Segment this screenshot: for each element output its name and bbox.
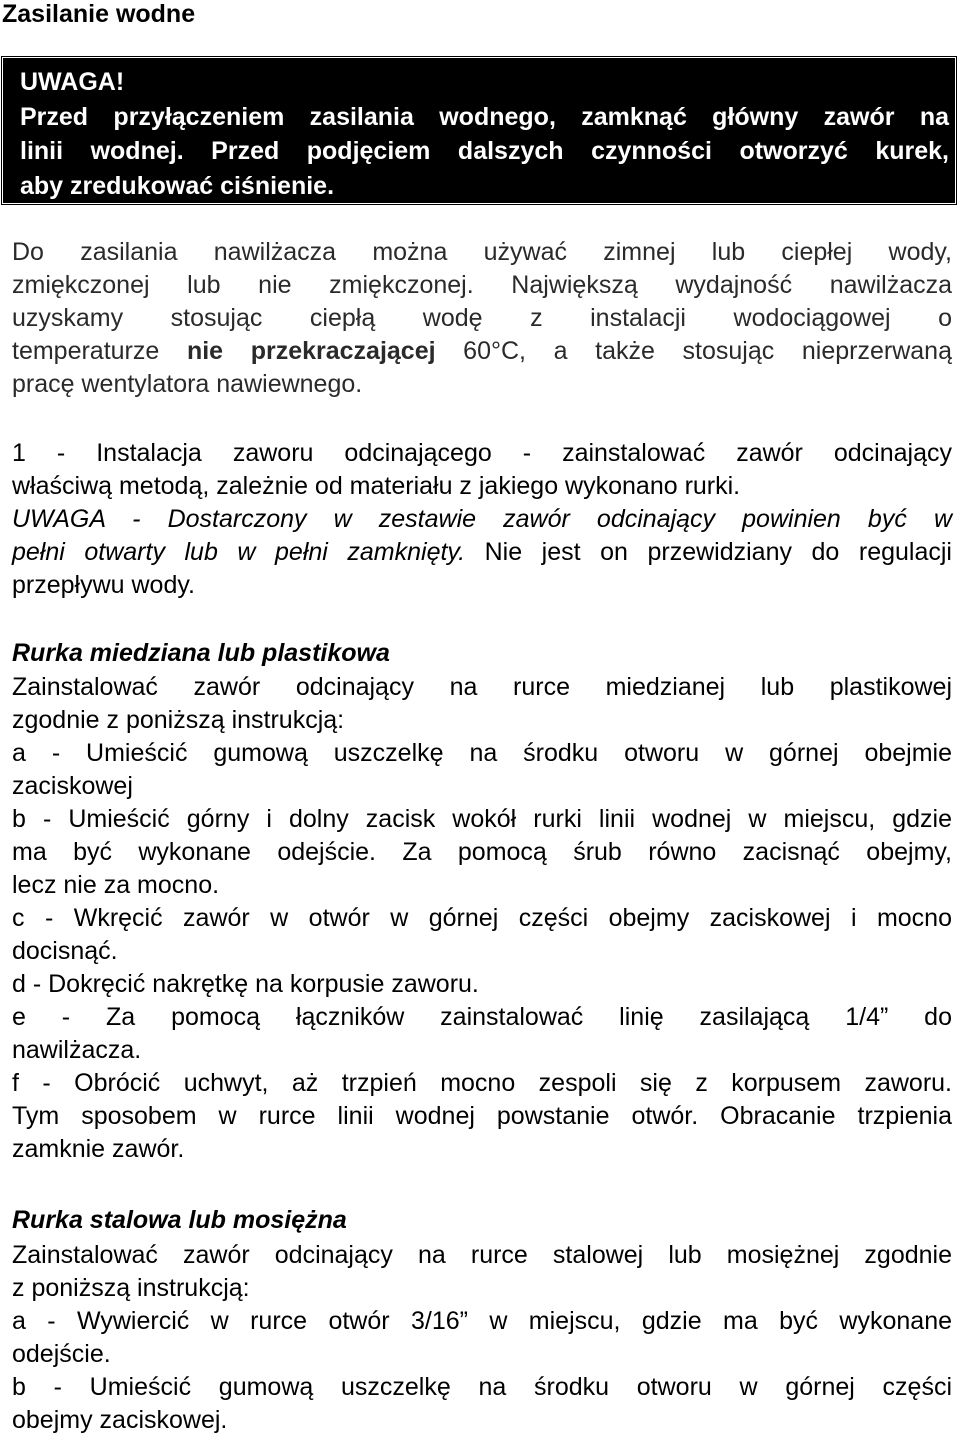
step1-note-italic: pełni otwarty lub w pełni zamknięty. xyxy=(12,538,466,566)
warning-text-line: Przed przyłączeniem zasilania wodnego, zamknąć główny zawór na xyxy=(20,102,949,131)
copper-step-c: c - Wkręcić zawór w otwór w górnej części obejmy zaciskowej i mocno xyxy=(12,904,952,932)
step1-line: właściwą metodą, zależnie od materiału z jakiego wykonano rurki. xyxy=(12,472,741,500)
copper-step-d: d - Dokręcić nakrętkę na korpusie zaworu. xyxy=(12,970,479,998)
copper-instructions xyxy=(12,671,952,1166)
steel-step-a: a - Wywiercić w rurce otwór 3/16” w miejscu, gdzie ma być wykonane xyxy=(12,1307,952,1335)
intro-line-4-start: temperaturze xyxy=(12,337,187,365)
warning-text-line: aby zredukować ciśnienie. xyxy=(20,171,335,200)
steel-instructions xyxy=(12,1239,952,1437)
intro-paragraph xyxy=(12,236,952,401)
copper-step-a: a - Umieścić gumową uszczelkę na środku otworu w górnej obejmie xyxy=(12,739,952,767)
warning-box xyxy=(3,58,955,203)
copper-line: zaciskowej xyxy=(12,772,133,800)
intro-line: uzyskamy stosując ciepłą wodę z instalacji wodociągowej o xyxy=(12,304,952,332)
intro-line: zmiękczonej lub nie zmiękczonej. Największą wydajność nawilżacza xyxy=(12,271,952,299)
intro-line: Do zasilania nawilżacza można używać zimnej lub ciepłej wody, xyxy=(12,238,952,266)
copper-line: zgodnie z poniższą instrukcją: xyxy=(12,706,345,734)
step1-note-tail: Nie jest on przewidziany do regulacji xyxy=(465,538,952,566)
intro-line-4 xyxy=(12,335,952,368)
section-title-steel: Rurka stalowa lub mosiężna xyxy=(12,1206,347,1234)
steel-line: odejście. xyxy=(12,1340,111,1368)
step1-note-line-2 xyxy=(12,536,952,569)
step1-line: 1 - Instalacja zaworu odcinającego - zainstalować zawór odcinający xyxy=(12,439,952,467)
intro-line-4-end: 60°C, a także stosując nieprzerwaną xyxy=(435,337,952,365)
copper-line: nawilżacza. xyxy=(12,1036,142,1064)
step1-note-line: przepływu wody. xyxy=(12,571,195,599)
copper-line: ma być wykonane odejście. Za pomocą śrub równo zacisnąć obejmy, xyxy=(12,838,952,866)
copper-line: zamknie zawór. xyxy=(12,1135,185,1163)
page-title: Zasilanie wodne xyxy=(2,0,196,28)
intro-line: pracę wentylatora nawiewnego. xyxy=(12,370,363,398)
step1-paragraph xyxy=(12,437,952,602)
steel-line: obejmy zaciskowej. xyxy=(12,1406,228,1434)
copper-step-e: e - Za pomocą łączników zainstalować linię zasilającą 1/4” do xyxy=(12,1003,952,1031)
intro-emphasis: nie przekraczającej xyxy=(186,337,436,365)
copper-line: docisnąć. xyxy=(12,937,118,965)
section-title-copper: Rurka miedziana lub plastikowa xyxy=(12,639,390,667)
copper-step-f: f - Obrócić uchwyt, aż trzpień mocno zespoli się z korpusem zaworu. xyxy=(12,1069,952,1097)
copper-line: Zainstalować zawór odcinający na rurce miedzianej lub plastikowej xyxy=(12,673,952,701)
steel-step-b: b - Umieścić gumową uszczelkę na środku otworu w górnej części xyxy=(12,1373,952,1401)
copper-line: Tym sposobem w rurce linii wodnej powstanie otwór. Obracanie trzpienia xyxy=(12,1102,952,1130)
steel-line: z poniższą instrukcją: xyxy=(12,1274,250,1302)
steel-line: Zainstalować zawór odcinający na rurce stalowej lub mosiężnej zgodnie xyxy=(12,1241,952,1269)
step1-note-line: UWAGA - Dostarczony w zestawie zawór odcinający powinien być w xyxy=(12,505,952,533)
copper-step-b: b - Umieścić górny i dolny zacisk wokół rurki linii wodnej w miejscu, gdzie xyxy=(12,805,952,833)
warning-label: UWAGA! xyxy=(20,68,125,96)
warning-text-line: linii wodnej. Przed podjęciem dalszych czynności otworzyć kurek, xyxy=(20,137,949,165)
copper-line: lecz nie za mocno. xyxy=(12,871,220,899)
